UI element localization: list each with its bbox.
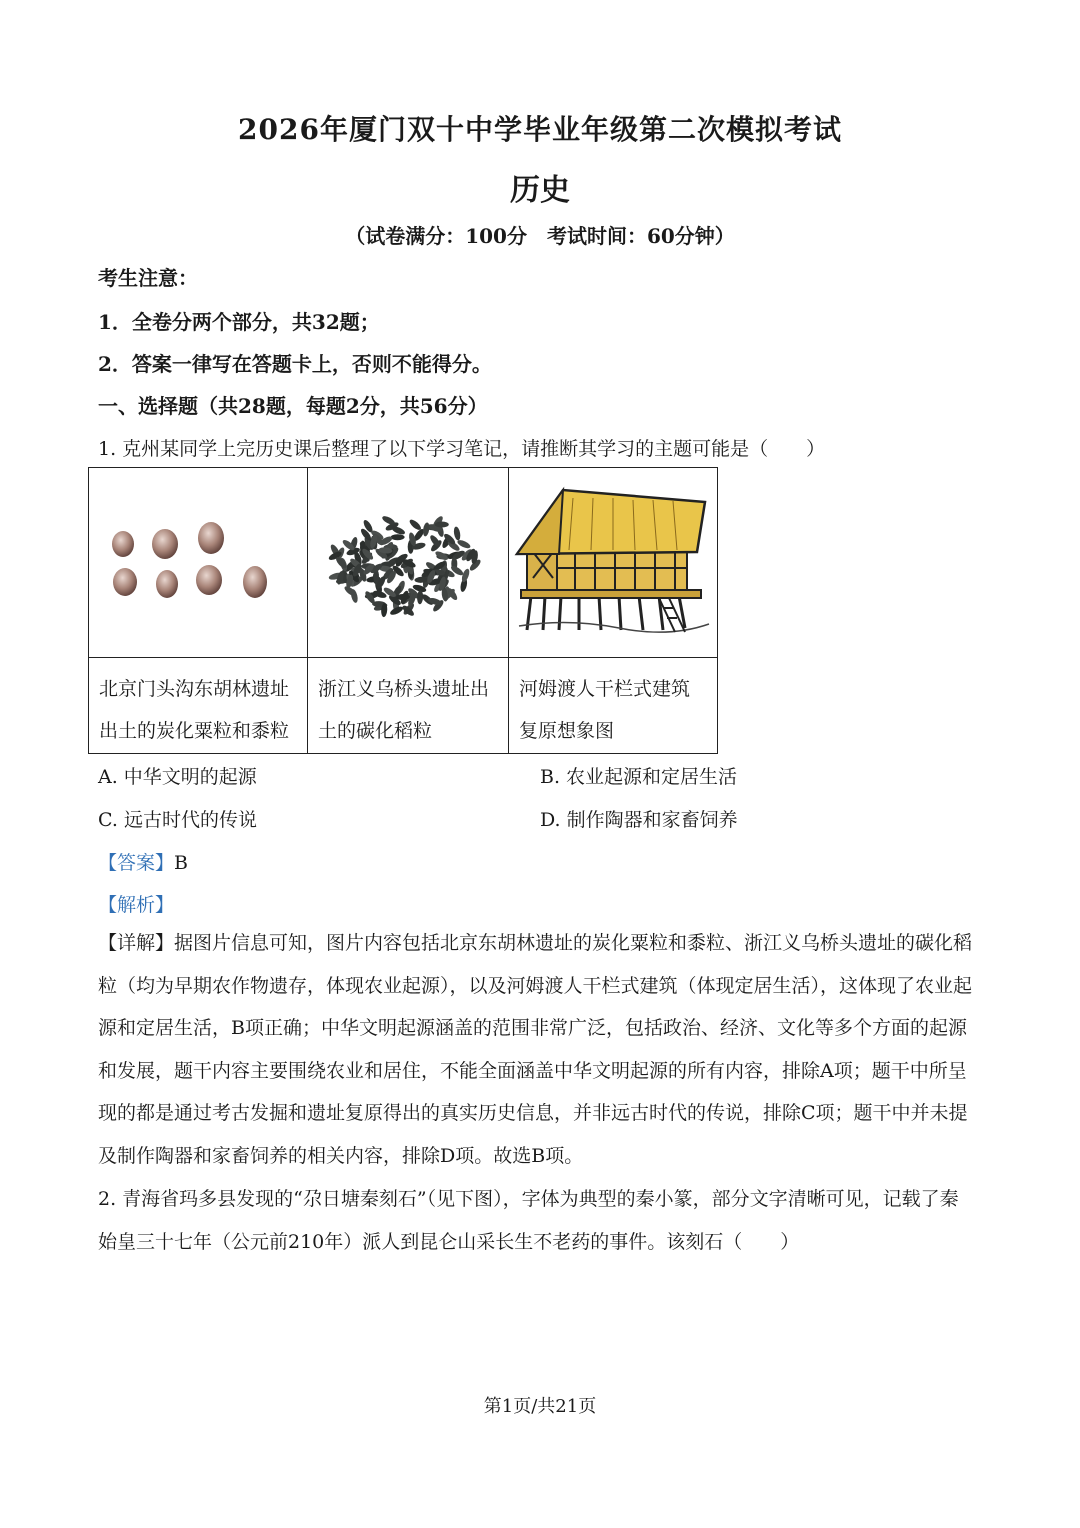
q1-caption-2-line2: 土的碳化稻粒: [318, 720, 433, 742]
detail-line-3: 源和定居生活，B项正确；中华文明起源涵盖的范围非常广泛，包括政治、经济、文化等多个方面的起源: [98, 1017, 967, 1039]
detail-line-4: 和发展，题干内容主要围绕农业和居住，不能全面涵盖中华文明起源的所有内容，排除A项；题干中所呈: [98, 1059, 967, 1082]
millet-grains-image: [89, 468, 307, 652]
q1-table: [88, 467, 718, 754]
q1-caption-cell-1: [89, 658, 308, 754]
notice-item-2: 2．答案一律写在答题卡上，否则不能得分。: [98, 352, 492, 376]
q1-image-cell-2: [308, 468, 509, 658]
section-heading: 一、选择题（共28题，每题2分，共56分）: [98, 394, 488, 418]
exam-info: （试卷满分：100分 考试时间：60分钟）: [345, 224, 735, 248]
q2-stem: [98, 1178, 982, 1263]
detail-line-2: 粒（均为早期农作物遗存，体现农业起源），以及河姆渡人干栏式建筑（体现定居生活），这体现了农业起: [98, 974, 973, 997]
q2-line-2: 始皇三十七年（公元前210年）派人到昆仑山采长生不老药的事件。该刻石（ ）: [98, 1230, 800, 1253]
q1-option-b: B. 农业起源和定居生活: [540, 766, 738, 788]
rice-grain: [435, 522, 449, 528]
analysis-tag: 【解析】: [98, 894, 175, 916]
detail-line-6: 及制作陶器和家畜饲养的相关内容，排除D项。故选B项。: [98, 1144, 584, 1167]
notice-heading: 考生注意：: [98, 266, 198, 290]
subject-title: 历史: [510, 173, 570, 208]
notice-item-1: 1．全卷分两个部分，共32题；: [98, 310, 380, 334]
q1-option-a: A. 中华文明的起源: [98, 766, 257, 788]
detail-tag: 【详解】: [98, 932, 175, 954]
q1-caption-2-line1: 浙江义乌桥头遗址出: [318, 678, 490, 700]
q1-option-d: D. 制作陶器和家畜饲养: [540, 809, 738, 831]
detail-line-5: 现的都是通过考古发掘和遗址复原得出的真实历史信息，并非远古时代的传说，排除C项；题干中并未提: [98, 1102, 968, 1124]
q1-caption-cell-3: [509, 658, 718, 754]
q1-caption-1-line1: 北京门头沟东胡林遗址: [99, 678, 290, 700]
page-footer: 第1页/共21页: [483, 1396, 597, 1417]
rice-grain: [408, 518, 423, 532]
stilt-house-image: [509, 468, 717, 652]
rice-grain: [391, 534, 405, 540]
q1-option-c: C. 远古时代的传说: [98, 809, 257, 831]
exam-title: 2026年厦门双十中学毕业年级第二次模拟考试: [238, 113, 842, 146]
q1-image-cell-1: [89, 468, 308, 658]
q1-caption-3-line2: 复原想象图: [519, 720, 615, 742]
rice-grain: [460, 568, 470, 583]
detail-line-1: 【详解】据图片信息可知，图片内容包括北京东胡林遗址的炭化粟粒和黍粒、浙江义乌桥头遗址的碳化稻: [98, 932, 973, 954]
answer-value: B: [174, 852, 188, 874]
q1-image-cell-3: [509, 468, 718, 658]
q1-caption-3-line1: 河姆渡人干栏式建筑: [519, 678, 691, 700]
q1-answer: [98, 848, 188, 875]
q2-line-1: 2. 青海省玛多县发现的“尕日塘秦刻石”（见下图），字体为典型的秦小篆，部分文字清晰可见，记载了秦: [98, 1188, 959, 1210]
q1-caption-cell-2: [308, 658, 509, 754]
rice-grain: [422, 522, 430, 537]
rice-grain: [453, 526, 461, 541]
q1-caption-1-line2: 出土的炭化粟粒和黍粒: [99, 720, 290, 742]
q1-stem: 1. 克州某同学上完历史课后整理了以下学习笔记，请推断其学习的主题可能是（ ）: [98, 438, 826, 460]
q1-detail: [98, 922, 982, 1177]
rice-grains-image: [308, 468, 508, 652]
answer-tag: 【答案】: [98, 852, 175, 874]
